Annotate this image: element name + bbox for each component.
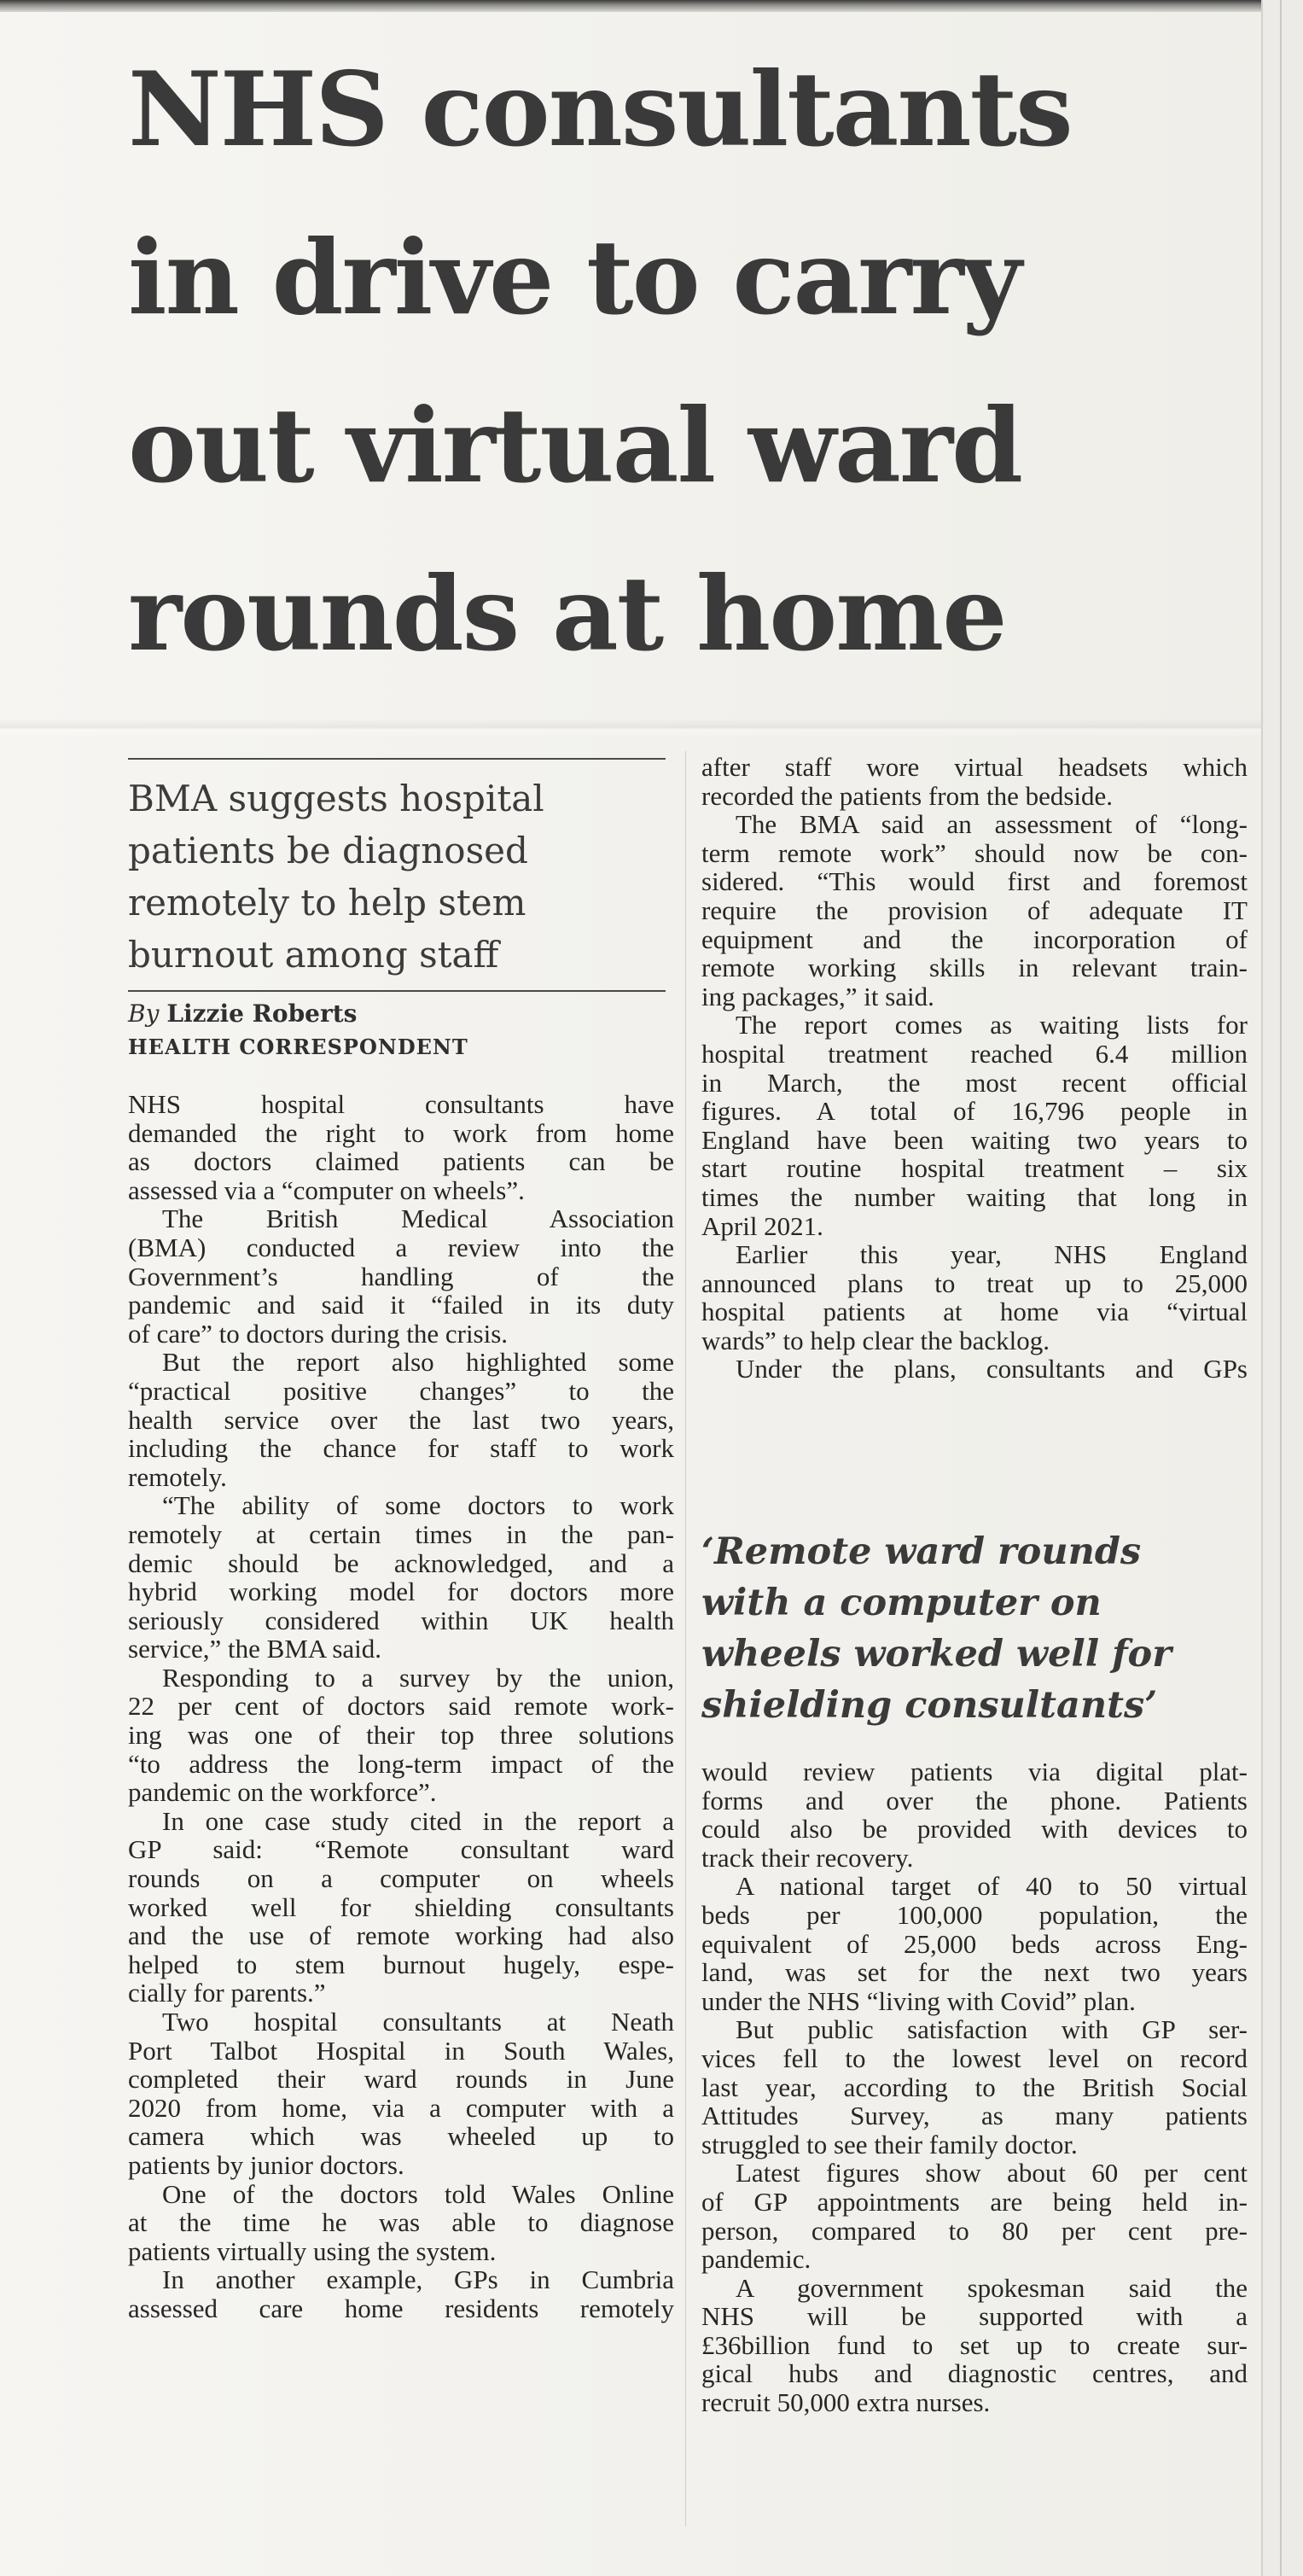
standfirst-line: patients be diagnosed (128, 830, 528, 871)
body-line: hospital treatment reached 6.4 million (701, 1038, 1248, 1069)
body-line: But public satisfaction with GP ser- (736, 2014, 1248, 2045)
body-line: assessed care home residents remotely (128, 2293, 674, 2323)
body-line: equipment and the incorporation of (701, 924, 1248, 954)
body-line: GP said: “Remote consultant ward (128, 1834, 674, 1865)
column-divider (685, 751, 686, 2526)
standfirst-line: BMA suggests hospital (128, 778, 544, 819)
byline (128, 999, 666, 1029)
body-line: equivalent of 25,000 beds across Eng- (701, 1928, 1248, 1959)
paper-fold-line (0, 719, 1263, 737)
body-line: demic should be acknowledged, and a (128, 1547, 674, 1578)
body-line: “practical positive changes” to the (128, 1375, 674, 1406)
body-line: wards” to help clear the backlog. (701, 1325, 1050, 1355)
body-line: NHS will be supported with a (701, 2301, 1248, 2332)
body-line: Two hospital consultants at Neath (162, 2007, 674, 2037)
body-line: 2020 from home, via a computer with a (128, 2092, 674, 2123)
body-line: vices fell to the lowest level on record (701, 2043, 1248, 2073)
body-line: worked well for shielding consultants (128, 1891, 674, 1922)
body-line: hybrid working model for doctors more (128, 1576, 674, 1607)
body-line: in March, the most recent official (701, 1067, 1248, 1098)
body-line: and the use of remote working had also (128, 1920, 674, 1951)
body-line: One of the doctors told Wales Online (162, 2178, 674, 2209)
standfirst-line: burnout among staff (128, 934, 499, 976)
body-line: remotely. (128, 1461, 227, 1492)
byline-role: HEALTH CORRESPONDENT (128, 1034, 468, 1059)
body-line: April 2021. (701, 1210, 823, 1241)
body-line: The British Medical Association (162, 1203, 674, 1234)
headline-line: out virtual ward (128, 386, 1022, 506)
body-line: The report comes as waiting lists for (736, 1010, 1248, 1040)
body-line: remote working skills in relevant train- (701, 953, 1248, 983)
adjacent-page-rule (1280, 0, 1282, 2576)
body-column-left (128, 1090, 674, 2323)
body-line: recorded the patients from the bedside. (701, 780, 1114, 811)
body-line: term remote work” should now be con- (701, 837, 1248, 868)
body-line: Attitudes Survey, as many patients (701, 2101, 1248, 2131)
body-line: But the report also highlighted some (162, 1347, 674, 1378)
body-line: announced plans to treat up to 25,000 (701, 1268, 1248, 1298)
body-line: (BMA) conducted a review into the (128, 1232, 674, 1262)
body-line: as doctors claimed patients can be (128, 1146, 674, 1177)
body-line: figures. A total of 16,796 people in (701, 1096, 1248, 1127)
body-line: person, compared to 80 per cent pre- (701, 2215, 1248, 2246)
body-line: pandemic. (701, 2244, 811, 2275)
body-line: “to address the long-term impact of the (128, 1748, 674, 1779)
standfirst-line: remotely to help stem (128, 882, 526, 924)
body-line: camera which was wheeled up to (128, 2121, 674, 2152)
pull-quote-line: ‘Remote ward rounds (701, 1530, 1142, 1573)
adjacent-page-edge (1261, 0, 1303, 2576)
body-line: ing was one of their top three solutions (128, 1720, 674, 1751)
body-line: Port Talbot Hospital in South Wales, (128, 2035, 674, 2066)
body-line: assessed via a “computer on wheels”. (128, 1174, 525, 1205)
body-line: last year, according to the British Social (701, 2072, 1248, 2102)
body-line: service,” the BMA said. (128, 1634, 382, 1664)
pull-quote-line: shielding consultants’ (701, 1684, 1158, 1727)
body-line: 22 per cent of doctors said remote work- (128, 1691, 674, 1722)
body-line: would review patients via digital plat- (701, 1757, 1248, 1786)
body-line: remotely at certain times in the pan- (128, 1518, 674, 1549)
headline-line: NHS consultants (128, 50, 1072, 170)
scan-top-edge (0, 0, 1303, 12)
body-line: Government’s handling of the (128, 1261, 674, 1291)
byline-rule (128, 990, 666, 992)
body-line: including the chance for staff to work (128, 1433, 674, 1464)
body-line: £36billion fund to set up to create sur- (701, 2329, 1248, 2360)
byline-author: Lizzie Roberts (166, 1000, 358, 1028)
body-line: of care” to doctors during the crisis. (128, 1318, 509, 1349)
body-line: health service over the last two years, (128, 1404, 674, 1435)
body-line: In another example, GPs in Cumbria (162, 2264, 674, 2295)
body-line: after staff wore virtual headsets which (701, 752, 1248, 782)
body-line: ing packages,” it said. (701, 981, 934, 1011)
pull-quote-line: with a computer on (701, 1582, 1102, 1624)
body-line: helped to stem burnout hugely, espe- (128, 1949, 674, 1979)
body-line: start routine hospital treatment – six (701, 1153, 1248, 1184)
body-line: land, was set for the next two years (701, 1957, 1248, 1988)
pull-quote (701, 1526, 1256, 1731)
headline-line: in drive to carry (128, 218, 1021, 338)
body-line: demanded the right to work from home (128, 1117, 674, 1148)
byline-prefix: By (128, 1000, 160, 1028)
body-line: completed their ward rounds in June (128, 2064, 674, 2095)
body-line: sidered. “This would first and foremost (701, 866, 1248, 897)
body-line: at the time he was able to diagnose (128, 2207, 674, 2238)
body-line: NHS hospital consultants have (128, 1089, 674, 1119)
body-line: Responding to a survey by the union, (162, 1662, 674, 1693)
body-line: struggled to see their family doctor. (701, 2129, 1078, 2159)
headline-line: rounds at home (128, 554, 1006, 674)
body-line: patients by junior doctors. (128, 2149, 404, 2180)
pull-quote-line: wheels worked well for (701, 1633, 1172, 1676)
body-line: under the NHS “living with Covid” plan. (701, 1985, 1136, 2016)
body-line: of GP appointments are being held in- (701, 2186, 1248, 2217)
body-column-right-top (701, 753, 1248, 1384)
body-line: “The ability of some doctors to work (162, 1490, 674, 1521)
body-line: beds per 100,000 population, the (701, 1899, 1248, 1930)
body-line: cially for parents.” (128, 1978, 326, 2008)
headline (128, 26, 1254, 698)
body-line: Latest figures show about 60 per cent (736, 2158, 1248, 2188)
body-line: could also be provided with devices to (701, 1814, 1248, 1845)
body-line: Earlier this year, NHS England (736, 1239, 1248, 1270)
body-line: The BMA said an assessment of “long- (736, 809, 1248, 840)
body-line: require the provision of adequate IT (701, 895, 1248, 925)
body-line: forms and over the phone. Patients (701, 1785, 1248, 1815)
body-line: seriously considered within UK health (128, 1605, 674, 1635)
standfirst (128, 772, 674, 981)
body-line: rounds on a computer on wheels (128, 1863, 674, 1894)
body-line: A government spokesman said the (736, 2272, 1248, 2303)
standfirst-top-rule (128, 758, 666, 760)
body-line: pandemic on the workforce”. (128, 1777, 437, 1808)
body-line: hospital patients at home via “virtual (701, 1297, 1248, 1327)
body-line: track their recovery. (701, 1842, 914, 1873)
body-line: In one case study cited in the report a (162, 1805, 674, 1836)
body-line: patients virtually using the system. (128, 2235, 497, 2266)
body-line: pandemic and said it “failed in its duty (128, 1290, 674, 1320)
body-line: A national target of 40 to 50 virtual (736, 1871, 1248, 1902)
body-line: gical hubs and diagnostic centres, and (701, 2358, 1248, 2389)
body-line: Under the plans, consultants and GPs (736, 1354, 1248, 1384)
body-line: times the number waiting that long in (701, 1181, 1248, 1212)
body-line: England have been waiting two years to (701, 1124, 1248, 1155)
body-line: recruit 50,000 extra nurses. (701, 2387, 991, 2418)
body-column-right-bottom (701, 1757, 1248, 2417)
